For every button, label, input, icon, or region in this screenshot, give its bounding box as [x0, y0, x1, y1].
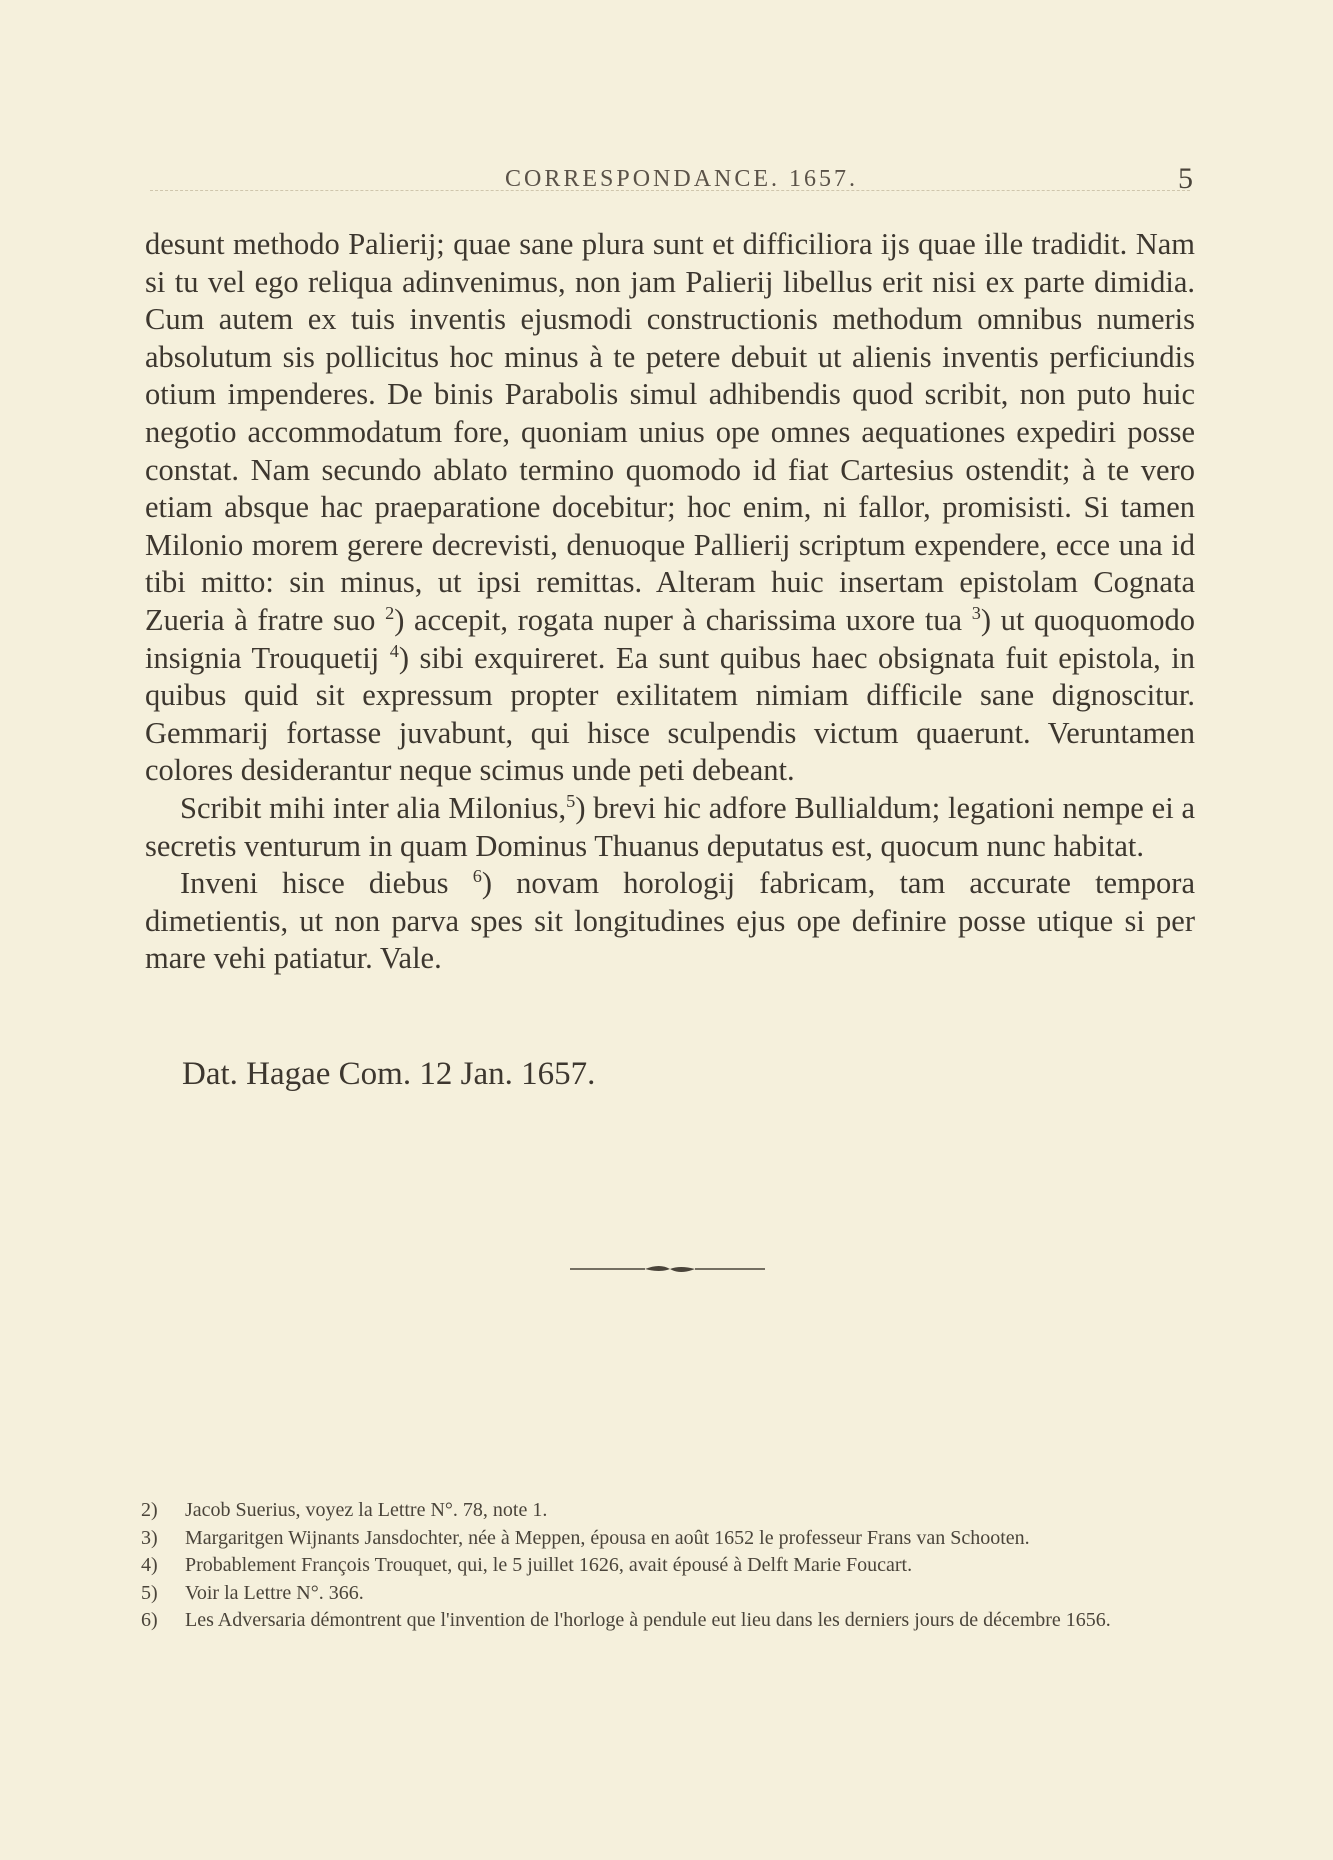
footnote: [141, 1497, 1195, 1525]
footnotes: [141, 1497, 1195, 1635]
paragraph-1: [145, 226, 1195, 790]
footnote-text: Probablement François Trouquet, qui, le 5 juillet 1626, avait épousé à Delft Marie Foucart.: [185, 1554, 913, 1577]
footnote: [141, 1580, 1195, 1608]
header-rule: [150, 190, 1190, 191]
paragraph-2: [145, 790, 1195, 865]
footnote-mark: 6): [141, 1609, 158, 1632]
footnote-mark: 4): [141, 1554, 158, 1577]
paragraph-text: desunt methodo Palierij; quae sane plura sunt et difficiliora ijs quae ille tradidit. Nam si tu vel ego reliqua adinvenimus, non jam Palierij libellus erit nisi ex parte dimidia. Cum autem ex tuis inventis ejusmodi constructionis methodum omnibus numeris absolutum sis pollicitus hoc minus à te petere debuit ut alienis inventis perficiundis otium impenderes. De binis Parabolis simul adhibendis quod scribit, non puto huic negotio accommodatum fore, quoniam unius ope omnes aequationes expediri posse constat. Nam secundo ablato termino quomodo id fiat Cartesius ostendit; à te vero etiam absque hac praeparatione docebitur; hoc enim, ni fallor, promisisti. Si tamen Milonio morem gerere decrevisti, denuoque Pallierij scriptum expendere, ecce una id tibi mitto: sin minus, ut ipsi remittas. Alteram huic insertam epistolam Cognata Zueria à fratre suo: [145, 227, 1195, 637]
paragraph-text: Inveni hisce diebus: [180, 866, 449, 901]
footnote: [141, 1525, 1195, 1553]
footnote-mark: 3): [141, 1526, 158, 1549]
paragraph-text: ) accepit, rogata nuper à charissima uxore tua: [394, 602, 963, 637]
footnote-text: Voir la Lettre N°. 366.: [185, 1581, 364, 1604]
paragraph-text: ) novam horologij fabricam, tam accurate tempora dimetientis, ut non parva spes sit longitudines ejus ope definire posse utique si per mare vehi patiatur. Vale.: [145, 866, 1195, 976]
paragraph-text: Scribit mihi inter alia Milonius,: [180, 790, 567, 825]
footnote-ref: 2: [385, 602, 395, 623]
paragraph-text: ) brevi hic adfore Bullialdum; legationi nempe ei a secretis venturum in quam Dominus Thuanus deputatus est, quocum nunc habitat.: [145, 790, 1196, 863]
ornament-divider: [565, 1262, 775, 1276]
footnote-text: Margaritgen Wijnants Jansdochter, née à Meppen, épousa en août 1652 le professeur Frans van Schooten.: [185, 1526, 1030, 1549]
footnote: [141, 1607, 1195, 1635]
dateline: Dat. Hagae Com. 12 Jan. 1657.: [182, 1056, 596, 1092]
footnote-ref: 3: [971, 602, 981, 623]
page-number: 5: [1178, 162, 1193, 195]
footnote-ref: 4: [389, 640, 399, 661]
footnote-ref: 5: [566, 790, 576, 811]
running-title: CORRESPONDANCE. 1657.: [505, 166, 859, 192]
footnote-text: Jacob Suerius, voyez la Lettre N°. 78, note 1.: [185, 1499, 548, 1521]
page-header: [0, 160, 1333, 200]
paragraph-text: ) sibi exquireret. Ea sunt quibus haec obsignata fuit epistola, in quibus quid sit expressum propter exilitatem nimiam difficile sane dignoscitur. Gemmarij fortasse juvabunt, qui hisce sculpendis victum quaerunt. Veruntamen colores desiderantur neque scimus unde peti debeant.: [145, 640, 1195, 788]
paragraph-text: ) ut quoquomodo insignia Trouquetij: [145, 602, 1196, 675]
footnote-mark: 5): [141, 1581, 158, 1604]
footnote-text: Les Adversaria démontrent que l'invention de l'horloge à pendule eut lieu dans les derniers jours de décembre 1656.: [185, 1609, 1111, 1632]
footnote-ref: 6: [472, 865, 482, 886]
letter-body: [145, 226, 1195, 978]
footnote-mark: 2): [141, 1499, 158, 1521]
footnote: [141, 1552, 1195, 1580]
paragraph-3: [145, 865, 1195, 978]
